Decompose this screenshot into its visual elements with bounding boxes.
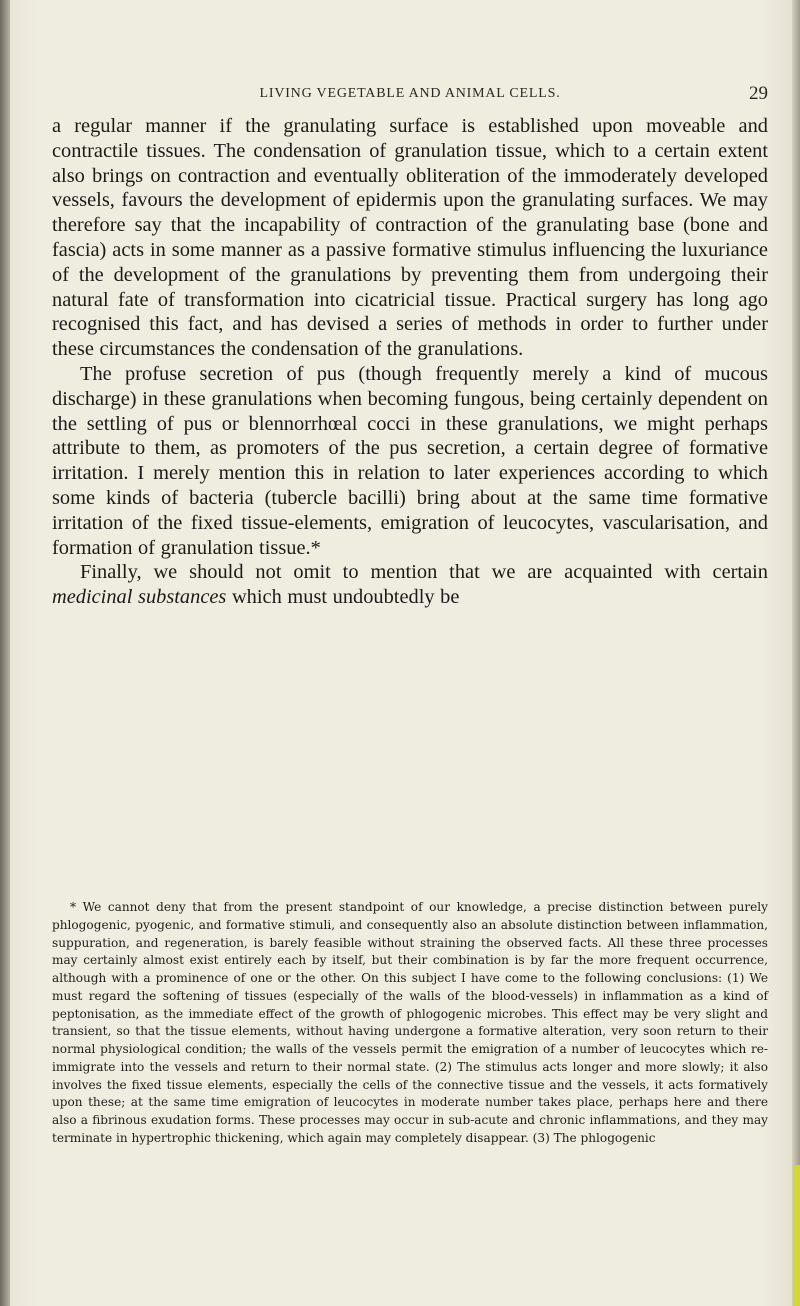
page-number: 29 bbox=[749, 83, 768, 104]
page-gutter-shadow bbox=[0, 0, 10, 1306]
paragraph-text: which must undoubtedly be bbox=[226, 586, 460, 609]
footnote-text: * We cannot deny that from the present standpoint of our knowledge, a precise distinction between purely phlogogenic, pyogenic, and formative stimuli, and consequently also an absolute distinction between inflammation, suppuration, and regeneration, is barely feasible without straining the observed facts. All these three processes may certainly almost exist entirely each by itself, but their combination is by far the more frequent occurrence, although with a prominence of one or the other. On this subject I have come to the following conclusions: (1) We must regard the softening of tissues (especially of the walls of the blood-vessels) in inflammation as a kind of peptonisation, as the immediate effect of the growth of phlogogenic microbes. This effect may be very slight and transient, so that the tissue elements, without having undergone a formative alteration, very soon return to their normal physiological condition; the walls of the vessels permit the emigration of a number of leucocytes which re-immigrate into the vessels and return to their normal state. (2) The stimulus acts longer and more slowly; it also involves the fixed tissue elements, especially the cells of the connective tissue and the vessels, it acts formatively upon these; at the same time emigration of leucocytes in moderate number takes place, perhaps here and there also a fibrinous exudation forms. These processes may occur in sub-acute and chronic inflammations, and they may terminate in hypertrophic thickening, which again may completely disappear. (3) The phlogogenic bbox=[52, 900, 768, 1145]
paragraph: The profuse secretion of pus (though frequently merely a kind of mucous discharge) in these granulations when becoming fungous, being certainly dependent on the settling of pus or blennorrhœal cocci in these granulations, we might perhaps attribute to them, as promoters of the pus secretion, a certain degree of formative irritation. I merely mention this in relation to later experiences according to which some kinds of bacteria (tubercle bacilli) bring about at the same time formative irritation of the fixed tissue-elements, emigration of leucocytes, vascularisation, and formation of granulation tissue.* bbox=[52, 362, 768, 559]
footnote bbox=[52, 899, 768, 1148]
paragraph: a regular manner if the granulating surface is established upon moveable and contractile tissues. The condensation of granulation tissue, which to a certain extent also brings on contraction and eventually obliteration of the immoderately developed vessels, favours the development of epidermis upon the granulating surfaces. We may therefore say that the incapability of contraction of the granulating base (bone and fascia) acts in some manner as a passive formative stimulus influencing the luxuriance of the development of the granulations by preventing them from undergoing their natural fate of transformation into cicatricial tissue. Practical surgery has long ago recognised this fact, and has devised a series of methods in order to further under these circumstances the condensation of the granulations. bbox=[52, 115, 768, 361]
paragraph bbox=[52, 560, 768, 610]
italic-term: medicinal substances bbox=[52, 586, 227, 609]
page-right-edge bbox=[792, 0, 800, 1306]
main-text bbox=[52, 114, 768, 610]
paragraph-text: Finally, we should not omit to mention that we are acquainted with certain bbox=[80, 561, 768, 584]
page-header bbox=[52, 83, 768, 110]
page-edge-marker bbox=[794, 1165, 800, 1306]
running-head: LIVING VEGETABLE AND ANIMAL CELLS. bbox=[259, 86, 561, 101]
